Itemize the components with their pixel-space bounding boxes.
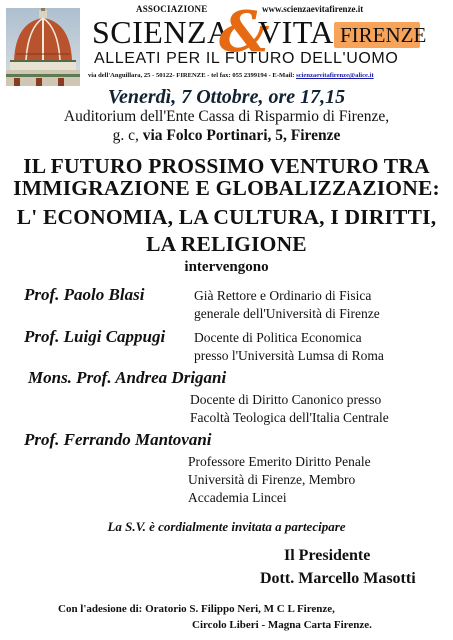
- speakers-heading: intervengono: [184, 259, 269, 275]
- speaker-role-line: Professore Emerito Diritto Penale: [188, 454, 371, 469]
- speaker-role-line: Docente di Politica Economica: [194, 330, 362, 345]
- speaker-role-line: generale dell'Università di Firenze: [194, 306, 380, 321]
- email-link[interactable]: scienzaevitafirenze@alice.it: [296, 72, 374, 79]
- title-line-4: LA RELIGIONE: [146, 232, 307, 256]
- venue-street: via Folco Portinari, 5, Firenze: [142, 127, 341, 144]
- brand-ampersand: &: [219, 0, 270, 65]
- title-line-3: L' ECONOMIA, LA CULTURA, I DIRITTI,: [16, 205, 437, 229]
- title-line-1: IL FUTURO PROSSIMO VENTURO TRA: [23, 154, 430, 178]
- event-date: Venerdì, 7 Ottobre, ore 17,15: [107, 86, 346, 108]
- association-label: ASSOCIAZIONE: [136, 4, 208, 14]
- speaker-name: Prof. Ferrando Mantovani: [24, 430, 212, 449]
- brand-vita: VITA: [258, 14, 334, 50]
- venue-line-2: [0, 127, 453, 145]
- address-text: via dell'Anguillara, 25 - 50122- FIRENZE - tel fax: 055 2399194 - E-Mail:: [88, 72, 297, 79]
- speaker-role-line: Già Rettore e Ordinario di Fisica: [194, 288, 372, 303]
- brand-scienza: SCIENZA: [92, 14, 231, 50]
- speaker-name: Prof. Luigi Cappugi: [24, 327, 166, 346]
- title-line-2: IMMIGRAZIONE E GLOBALIZZAZIONE:: [13, 176, 440, 200]
- adhesion-line-2: Circolo Liberi - Magna Carta Firenze.: [192, 619, 372, 631]
- speaker-role-line: Università di Firenze, Membro: [188, 472, 356, 487]
- website-link[interactable]: www.scienzaevitafirenze.it: [262, 4, 364, 14]
- president-title: Il Presidente: [284, 547, 371, 564]
- venue-line-1: Auditorium dell'Ente Cassa di Risparmio di Firenze,: [63, 108, 390, 125]
- tagline: ALLEATI PER IL FUTURO DELL'UOMO: [94, 50, 399, 67]
- speaker-role-line: Docente di Diritto Canonico presso: [190, 392, 382, 407]
- contact-address: [88, 72, 374, 79]
- city-badge-label: FIRENZE: [340, 23, 427, 47]
- invitation-text: La S.V. è cordialmente invitata a partecipare: [107, 519, 346, 534]
- speaker-name: Mons. Prof. Andrea Drigani: [28, 368, 227, 387]
- adhesion-line-1: Con l'adesione di: Oratorio S. Filippo Neri, M C L Firenze,: [58, 603, 335, 615]
- speaker-name: Prof. Paolo Blasi: [24, 285, 145, 304]
- speaker-role-line: Accademia Lincei: [188, 490, 287, 505]
- florence-cathedral-dome-icon: [6, 8, 80, 86]
- venue-prefix: g. c,: [112, 127, 143, 144]
- speaker-role-line: presso l'Università Lumsa di Roma: [194, 348, 384, 363]
- speaker-role-line: Facoltà Teologica dell'Italia Centrale: [190, 410, 389, 425]
- president-name: Dott. Marcello Masotti: [260, 570, 416, 587]
